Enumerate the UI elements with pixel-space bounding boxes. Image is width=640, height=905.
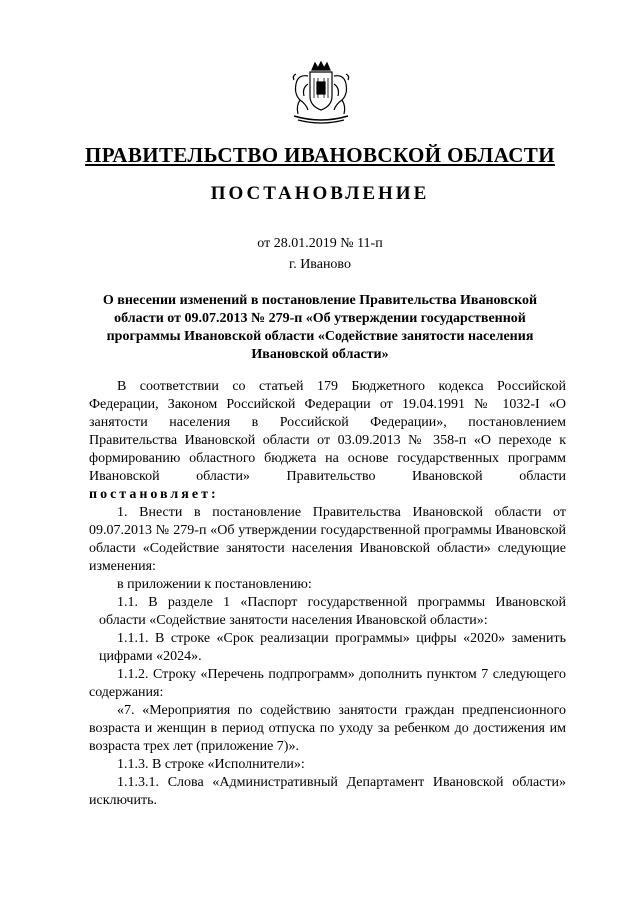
coat-of-arms-icon [288, 60, 354, 126]
paragraph-1: 1. Внести в постановление Правительства Ивановской области от 09.07.2013 № 279-п «Об утверждении государственной программы Ивановской области «Содействие занятости населения Ивановской области» следующие изменения: [89, 505, 566, 574]
document-type: ПОСТАНОВЛЕНИЕ [210, 183, 430, 204]
paragraph-1-1-2: 1.1.2. Строку «Перечень подпрограмм» дополнить пунктом 7 следующего содержания: [89, 667, 566, 700]
paragraph-1-1-3: 1.1.3. В строке «Исполнители»: [117, 757, 305, 772]
paragraph-1-1: 1.1. В разделе 1 «Паспорт государственной программы Ивановской области «Содействие занятости населения Ивановской области»: [99, 595, 566, 628]
paragraph-1-1-3-1: 1.1.3.1. Слова «Административный Департамент Ивановской области» исключить. [89, 775, 566, 808]
document-city: г. Иваново [289, 257, 351, 272]
paragraph-annex: в приложении к постановлению: [117, 577, 312, 592]
resolves-word: постановляет: [89, 487, 219, 502]
preamble-paragraph [89, 378, 566, 504]
document-date-number: от 28.01.2019 № 11-п [257, 236, 383, 251]
paragraph-1-1-1: 1.1.1. В строке «Срок реализации программы» цифры «2020» заменить цифрами «2024». [99, 631, 566, 664]
organization-name: ПРАВИТЕЛЬСТВО ИВАНОВСКОЙ ОБЛАСТИ [85, 143, 555, 167]
preamble-text: В соответствии со статьей 179 Бюджетного кодекса Российской Федерации, Законом Российской Федерации от 19.04.1991 № 1032-I «О занятости населения в Российской Федерации», постановлением Правительства Ивановской области от 03.09.2013 № 358-п «О переходе к формированию областного бюджета на основе государственных программ Ивановской области» Правительство Ивановской области [89, 379, 566, 484]
paragraph-item-7: «7. «Мероприятия по содействию занятости граждан предпенсионного возраста и женщин в период отпуска по уходу за ребенком до достижения им возраста трех лет (приложение 7)». [89, 703, 566, 754]
document-body [89, 378, 566, 810]
document-title: О внесении изменений в постановление Правительства Ивановской области от 09.07.2013 № 279-п «Об утверждении государственной программы Ивановской области «Содействие занятости населения Ивановской области» [102, 293, 538, 362]
